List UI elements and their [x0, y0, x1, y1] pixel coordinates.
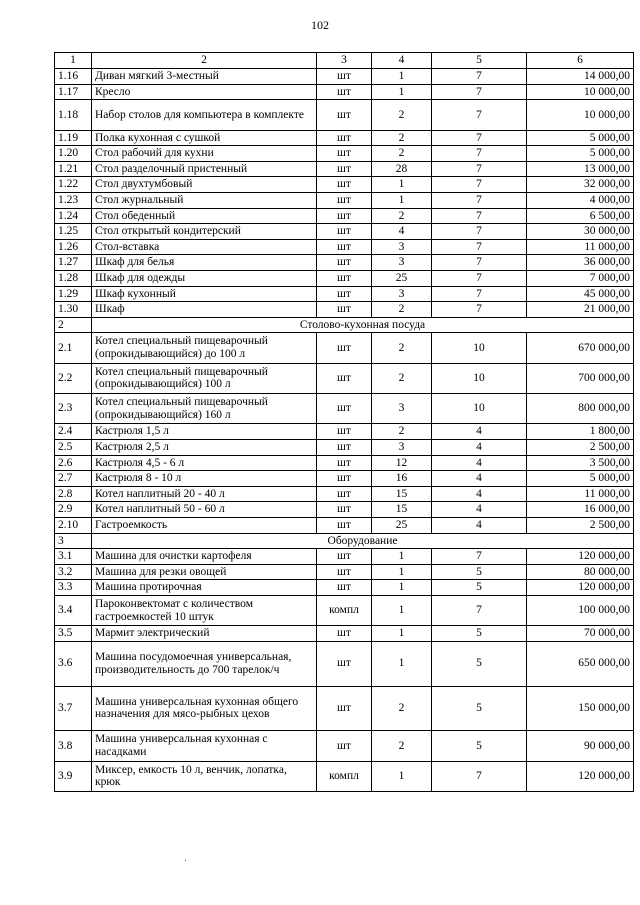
item-service-years: 7 — [432, 255, 527, 271]
section-number: 2 — [55, 317, 92, 333]
item-quantity: 2 — [372, 686, 432, 731]
item-number: 2.9 — [55, 502, 92, 518]
table-row — [55, 549, 634, 565]
item-name: Машина протирочная — [92, 580, 317, 596]
item-name: Котел специальный пищеварочный (опрокидывающийся) до 100 л — [92, 333, 317, 363]
item-unit: шт — [317, 333, 372, 363]
item-unit: шт — [317, 286, 372, 302]
table-row — [55, 486, 634, 502]
item-number: 2.10 — [55, 518, 92, 534]
table-row — [55, 177, 634, 193]
item-name: Диван мягкий 3-местный — [92, 69, 317, 85]
item-price: 100 000,00 — [527, 596, 634, 626]
table-row — [55, 641, 634, 686]
item-service-years: 7 — [432, 208, 527, 224]
item-quantity: 1 — [372, 564, 432, 580]
item-number: 2.2 — [55, 363, 92, 393]
table-row — [55, 84, 634, 100]
item-service-years: 4 — [432, 486, 527, 502]
item-service-years: 5 — [432, 686, 527, 731]
item-service-years: 7 — [432, 100, 527, 130]
item-number: 3.1 — [55, 549, 92, 565]
item-name: Стол-вставка — [92, 239, 317, 255]
item-service-years: 4 — [432, 471, 527, 487]
item-unit: шт — [317, 580, 372, 596]
item-name: Кастрюля 1,5 л — [92, 424, 317, 440]
item-service-years: 7 — [432, 270, 527, 286]
item-unit: шт — [317, 239, 372, 255]
item-price: 120 000,00 — [527, 549, 634, 565]
item-price: 21 000,00 — [527, 302, 634, 318]
item-service-years: 4 — [432, 440, 527, 456]
item-quantity: 1 — [372, 626, 432, 642]
table-row — [55, 471, 634, 487]
table-row — [55, 192, 634, 208]
table-row — [55, 161, 634, 177]
table-row — [55, 363, 634, 393]
item-name: Шкаф для одежды — [92, 270, 317, 286]
item-quantity: 2 — [372, 363, 432, 393]
item-number: 1.26 — [55, 239, 92, 255]
item-price: 10 000,00 — [527, 100, 634, 130]
item-name: Машина для резки овощей — [92, 564, 317, 580]
item-service-years: 7 — [432, 177, 527, 193]
item-name: Машина посудомоечная универсальная, производительность до 700 тарелок/ч — [92, 641, 317, 686]
item-price: 30 000,00 — [527, 224, 634, 240]
table-header-row — [55, 53, 634, 69]
item-name: Котел наплитный 50 - 60 л — [92, 502, 317, 518]
item-number: 1.23 — [55, 192, 92, 208]
column-header: 2 — [92, 53, 317, 69]
item-number: 3.5 — [55, 626, 92, 642]
item-price: 1 800,00 — [527, 424, 634, 440]
page-number: 102 — [311, 18, 329, 32]
item-unit: шт — [317, 471, 372, 487]
table-row — [55, 731, 634, 761]
item-number: 3.9 — [55, 761, 92, 791]
item-service-years: 4 — [432, 518, 527, 534]
item-number: 1.18 — [55, 100, 92, 130]
item-name: Стол открытый кондитерский — [92, 224, 317, 240]
item-service-years: 10 — [432, 394, 527, 424]
table-row — [55, 761, 634, 791]
column-header: 1 — [55, 53, 92, 69]
table-row — [55, 286, 634, 302]
table-row — [55, 580, 634, 596]
item-service-years: 7 — [432, 130, 527, 146]
item-price: 5 000,00 — [527, 130, 634, 146]
item-unit: компл — [317, 596, 372, 626]
item-quantity: 25 — [372, 518, 432, 534]
item-unit: шт — [317, 626, 372, 642]
item-name: Стол разделочный пристенный — [92, 161, 317, 177]
item-unit: шт — [317, 161, 372, 177]
item-service-years: 7 — [432, 224, 527, 240]
item-number: 1.19 — [55, 130, 92, 146]
table-row — [55, 69, 634, 85]
table-row — [55, 239, 634, 255]
item-service-years: 7 — [432, 286, 527, 302]
item-unit: шт — [317, 641, 372, 686]
item-quantity: 2 — [372, 146, 432, 162]
item-name: Миксер, емкость 10 л, венчик, лопатка, крюк — [92, 761, 317, 791]
item-service-years: 5 — [432, 641, 527, 686]
item-price: 70 000,00 — [527, 626, 634, 642]
item-number: 2.4 — [55, 424, 92, 440]
section-row — [55, 533, 634, 549]
item-service-years: 10 — [432, 333, 527, 363]
item-unit: шт — [317, 302, 372, 318]
item-name: Кастрюля 2,5 л — [92, 440, 317, 456]
section-title: Столово-кухонная посуда — [92, 317, 634, 333]
item-name: Стол рабочий для кухни — [92, 146, 317, 162]
item-quantity: 15 — [372, 502, 432, 518]
item-unit: шт — [317, 69, 372, 85]
item-name: Гастроемкость — [92, 518, 317, 534]
item-number: 1.27 — [55, 255, 92, 271]
item-number: 2.1 — [55, 333, 92, 363]
item-service-years: 7 — [432, 146, 527, 162]
item-service-years: 4 — [432, 502, 527, 518]
table-row — [55, 424, 634, 440]
item-quantity: 3 — [372, 440, 432, 456]
item-quantity: 2 — [372, 302, 432, 318]
item-name: Кресло — [92, 84, 317, 100]
item-name: Шкаф кухонный — [92, 286, 317, 302]
item-service-years: 7 — [432, 239, 527, 255]
item-quantity: 12 — [372, 455, 432, 471]
item-number: 2.3 — [55, 394, 92, 424]
table-row — [55, 440, 634, 456]
table-row — [55, 270, 634, 286]
item-name: Котел специальный пищеварочный (опрокидывающийся) 100 л — [92, 363, 317, 393]
item-name: Кастрюля 8 - 10 л — [92, 471, 317, 487]
item-service-years: 7 — [432, 596, 527, 626]
table-row — [55, 626, 634, 642]
item-service-years: 5 — [432, 626, 527, 642]
item-quantity: 2 — [372, 333, 432, 363]
item-quantity: 15 — [372, 486, 432, 502]
item-price: 650 000,00 — [527, 641, 634, 686]
column-header: 6 — [527, 53, 634, 69]
item-price: 7 000,00 — [527, 270, 634, 286]
section-title: Оборудование — [92, 533, 634, 549]
item-quantity: 1 — [372, 69, 432, 85]
item-number: 3.4 — [55, 596, 92, 626]
item-quantity: 1 — [372, 192, 432, 208]
item-name: Пароконвектомат с количеством гастроемкостей 10 штук — [92, 596, 317, 626]
item-price: 45 000,00 — [527, 286, 634, 302]
item-unit: шт — [317, 208, 372, 224]
item-name: Котел наплитный 20 - 40 л — [92, 486, 317, 502]
table-row — [55, 596, 634, 626]
item-unit: шт — [317, 146, 372, 162]
item-name: Шкаф для белья — [92, 255, 317, 271]
item-quantity: 1 — [372, 761, 432, 791]
item-price: 16 000,00 — [527, 502, 634, 518]
table-row — [55, 686, 634, 731]
item-unit: шт — [317, 394, 372, 424]
item-service-years: 7 — [432, 69, 527, 85]
item-number: 2.6 — [55, 455, 92, 471]
item-name: Кастрюля 4,5 - 6 л — [92, 455, 317, 471]
item-unit: шт — [317, 564, 372, 580]
item-price: 4 000,00 — [527, 192, 634, 208]
item-price: 700 000,00 — [527, 363, 634, 393]
item-quantity: 2 — [372, 100, 432, 130]
item-number: 1.21 — [55, 161, 92, 177]
item-price: 32 000,00 — [527, 177, 634, 193]
item-unit: шт — [317, 455, 372, 471]
table-row — [55, 394, 634, 424]
table-row — [55, 130, 634, 146]
item-unit: шт — [317, 549, 372, 565]
item-quantity: 3 — [372, 239, 432, 255]
item-number: 3.6 — [55, 641, 92, 686]
item-number: 3.2 — [55, 564, 92, 580]
item-unit: шт — [317, 192, 372, 208]
item-unit: шт — [317, 486, 372, 502]
item-service-years: 5 — [432, 564, 527, 580]
item-price: 120 000,00 — [527, 580, 634, 596]
equipment-table — [54, 52, 634, 792]
section-row — [55, 317, 634, 333]
item-price: 5 000,00 — [527, 471, 634, 487]
item-unit: шт — [317, 130, 372, 146]
table-row — [55, 255, 634, 271]
item-service-years: 5 — [432, 731, 527, 761]
item-number: 1.22 — [55, 177, 92, 193]
item-number: 1.30 — [55, 302, 92, 318]
item-price: 6 500,00 — [527, 208, 634, 224]
item-number: 1.24 — [55, 208, 92, 224]
item-price: 36 000,00 — [527, 255, 634, 271]
item-name: Шкаф — [92, 302, 317, 318]
table-row — [55, 502, 634, 518]
item-quantity: 2 — [372, 731, 432, 761]
item-quantity: 16 — [372, 471, 432, 487]
item-number: 1.20 — [55, 146, 92, 162]
item-name: Машина для очистки картофеля — [92, 549, 317, 565]
scan-dot — [185, 860, 186, 861]
table-row — [55, 224, 634, 240]
table-row — [55, 333, 634, 363]
item-name: Набор столов для компьютера в комплекте — [92, 100, 317, 130]
item-unit: шт — [317, 731, 372, 761]
table-row — [55, 564, 634, 580]
item-number: 1.16 — [55, 69, 92, 85]
item-service-years: 4 — [432, 455, 527, 471]
item-quantity: 2 — [372, 130, 432, 146]
item-quantity: 1 — [372, 549, 432, 565]
item-price: 80 000,00 — [527, 564, 634, 580]
item-price: 90 000,00 — [527, 731, 634, 761]
item-name: Полка кухонная с сушкой — [92, 130, 317, 146]
item-number: 3.7 — [55, 686, 92, 731]
item-name: Мармит электрический — [92, 626, 317, 642]
item-quantity: 3 — [372, 394, 432, 424]
item-price: 2 500,00 — [527, 518, 634, 534]
section-number: 3 — [55, 533, 92, 549]
item-price: 800 000,00 — [527, 394, 634, 424]
column-header: 4 — [372, 53, 432, 69]
item-unit: шт — [317, 177, 372, 193]
item-quantity: 1 — [372, 84, 432, 100]
item-number: 1.29 — [55, 286, 92, 302]
item-unit: шт — [317, 518, 372, 534]
item-quantity: 25 — [372, 270, 432, 286]
item-name: Стол обеденный — [92, 208, 317, 224]
item-number: 3.3 — [55, 580, 92, 596]
item-service-years: 7 — [432, 761, 527, 791]
table-row — [55, 518, 634, 534]
item-price: 11 000,00 — [527, 486, 634, 502]
item-unit: шт — [317, 224, 372, 240]
item-name: Машина универсальная кухонная с насадками — [92, 731, 317, 761]
item-unit: шт — [317, 255, 372, 271]
column-header: 3 — [317, 53, 372, 69]
item-service-years: 7 — [432, 549, 527, 565]
item-quantity: 4 — [372, 224, 432, 240]
item-unit: шт — [317, 440, 372, 456]
item-name: Стол журнальный — [92, 192, 317, 208]
item-unit: шт — [317, 686, 372, 731]
item-price: 5 000,00 — [527, 146, 634, 162]
item-unit: шт — [317, 84, 372, 100]
item-quantity: 1 — [372, 641, 432, 686]
item-unit: шт — [317, 363, 372, 393]
item-service-years: 5 — [432, 580, 527, 596]
item-service-years: 4 — [432, 424, 527, 440]
item-name: Машина универсальная кухонная общего назначения для мясо-рыбных цехов — [92, 686, 317, 731]
item-name: Котел специальный пищеварочный (опрокидывающийся) 160 л — [92, 394, 317, 424]
item-quantity: 1 — [372, 580, 432, 596]
table-row — [55, 146, 634, 162]
item-quantity: 2 — [372, 424, 432, 440]
item-number: 3.8 — [55, 731, 92, 761]
item-price: 3 500,00 — [527, 455, 634, 471]
table-row — [55, 455, 634, 471]
item-unit: шт — [317, 424, 372, 440]
item-unit: шт — [317, 502, 372, 518]
item-price: 670 000,00 — [527, 333, 634, 363]
item-price: 120 000,00 — [527, 761, 634, 791]
item-unit: шт — [317, 100, 372, 130]
item-service-years: 7 — [432, 161, 527, 177]
table-row — [55, 100, 634, 130]
table-row — [55, 302, 634, 318]
item-quantity: 3 — [372, 255, 432, 271]
item-unit: шт — [317, 270, 372, 286]
item-number: 1.17 — [55, 84, 92, 100]
item-quantity: 2 — [372, 208, 432, 224]
item-quantity: 1 — [372, 596, 432, 626]
item-quantity: 28 — [372, 161, 432, 177]
item-service-years: 7 — [432, 84, 527, 100]
item-price: 11 000,00 — [527, 239, 634, 255]
item-unit: компл — [317, 761, 372, 791]
item-number: 1.28 — [55, 270, 92, 286]
item-price: 10 000,00 — [527, 84, 634, 100]
item-service-years: 7 — [432, 302, 527, 318]
item-service-years: 7 — [432, 192, 527, 208]
item-number: 2.8 — [55, 486, 92, 502]
item-price: 150 000,00 — [527, 686, 634, 731]
item-number: 2.7 — [55, 471, 92, 487]
table-row — [55, 208, 634, 224]
item-service-years: 10 — [432, 363, 527, 393]
item-quantity: 1 — [372, 177, 432, 193]
item-price: 14 000,00 — [527, 69, 634, 85]
column-header: 5 — [432, 53, 527, 69]
item-price: 2 500,00 — [527, 440, 634, 456]
item-price: 13 000,00 — [527, 161, 634, 177]
item-number: 2.5 — [55, 440, 92, 456]
item-number: 1.25 — [55, 224, 92, 240]
item-quantity: 3 — [372, 286, 432, 302]
item-name: Стол двухтумбовый — [92, 177, 317, 193]
